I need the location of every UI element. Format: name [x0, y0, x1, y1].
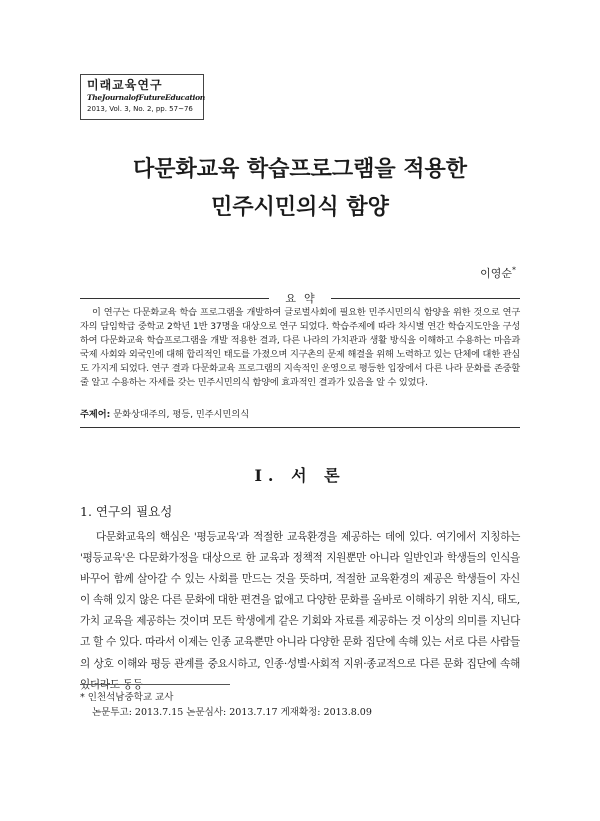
body-paragraph: 다문화교육의 핵심은 '평등교육'과 적절한 교육환경을 제공하는 데에 있다. 여기에서 지칭하는 '평등교육'은 다문화가정을 대상으로 한 교육과 정책적 지원뿐만 아니라 일반인과 학생들의 인식을 바꾸어 함께 살아갈 수 있는 사회를 만드는 것을 뜻하며, 적절한 교육환경의 제공은 학생들이 자신이 속해 있지 않은 다른 문화에 대한 편견을 없애고 다양한 문화를 올바로 이해하기 위한 지식, 태도, 가치 교육을 제공하는 것이며 모든 학생에게 같은 기회와 자료를 제공하는 것 이상의 의미를 지닌다고 할 수 있다. 따라서 이제는 인종 교육뿐만 아니라 다양한 문화 집단에 속해 있는 서로 다른 사람들의 상호 이해와 평등 관계를 중요시하고, 인종·성별·사회적 지위·종교적으로 다른 문화 집단에 속해 있더라도 동등 [80, 531, 520, 691]
author-name: 이영순 [480, 267, 512, 280]
journal-volume-info: 2013, Vol. 3, No. 2, pp. 57~76 [87, 105, 193, 113]
author-footnote-mark: * [512, 265, 516, 275]
journal-name-en: TheJournalofFutureEducation [87, 93, 205, 102]
keywords-label: 주제어: [80, 409, 111, 420]
footnote-rule [80, 684, 230, 685]
footnote-dates: 논문투고: 2013.7.15 논문심사: 2013.7.17 게재확정: 2013.8.09 [92, 707, 372, 718]
section-heading: Ⅰ. 서 론 [254, 466, 346, 485]
subsection-heading: 1. 연구의 필요성 [80, 504, 173, 519]
keywords-list: 문화상대주의, 평등, 민주시민의식 [113, 409, 250, 420]
keywords [80, 406, 249, 420]
paper-title-line2: 민주시민의식 함양 [211, 195, 389, 220]
footnote-affiliation: * 인천석남중학교 교사 [80, 692, 174, 703]
author [480, 265, 516, 281]
abstract-heading: 요약 [0, 290, 600, 306]
paper-title-line1: 다문화교육 학습프로그램을 적용한 [132, 157, 468, 182]
journal-info-box [80, 74, 204, 120]
journal-name-kr: 미래교육연구 [87, 78, 163, 92]
abstract-bottom-rule [80, 427, 520, 428]
abstract-text: 이 연구는 다문화교육 학습 프로그램을 개발하여 글로벌사회에 필요한 민주시민의식 함양을 위한 것으로 연구자의 담임학급 중학교 2학년 1반 37명을 대상으로 연구 되었다. 학습주제에 따라 차시별 연간 학습지도안을 구성하여 다문화교육 학습프로그램을 개발 적용한 결과, 다른 나라의 가치관과 생활 방식을 이해하고 수용하는 마음과 국제 사회와 외국인에 대해 합리적인 태도를 가졌으며 지구촌의 문제 해결을 위해 노력하고 있는 단체에 대한 관심도 가지게 되었다. 연구 결과 다문화교육 프로그램의 지속적인 운영으로 평등한 입장에서 다른 나라 문화를 존중할 줄 알고 수용하는 자세를 갖는 민주시민의식 함양에 효과적인 결과가 있음을 알 수 있었다. [80, 307, 520, 388]
